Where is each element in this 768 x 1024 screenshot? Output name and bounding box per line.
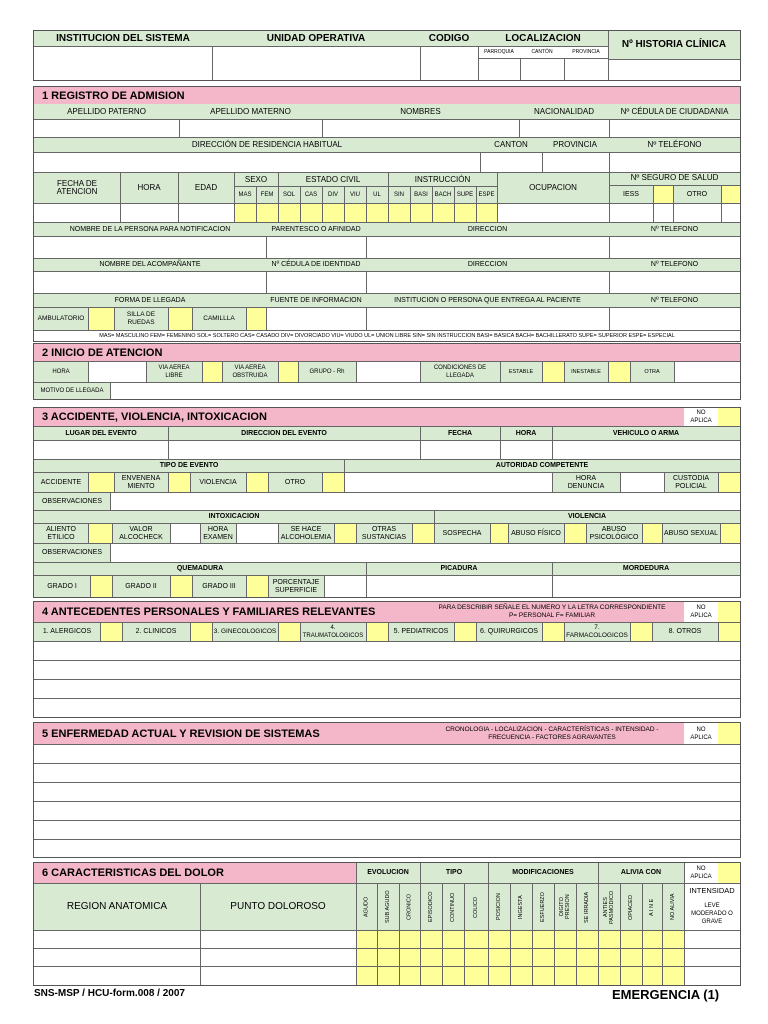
telefono-label: Nº TELÉFONO	[647, 140, 702, 149]
s4-no-aplica-checkbox[interactable]	[718, 602, 740, 622]
s5-no-aplica-label: NO APLICA	[684, 723, 718, 744]
observaciones-intox-label: OBSERVACIONES	[34, 544, 110, 562]
s5-note: CRONOLOGIA - LOCALIZACION - CARACTERÍSTICAS - INTENSIDAD - FRECUENCIA - FACTORES AGRAVANTES	[420, 723, 684, 744]
clinicos-checkbox[interactable]	[190, 623, 212, 641]
hora-llegada-label: HORA	[34, 362, 88, 382]
colico-label: COLICO	[473, 896, 479, 918]
parentesco-label: PARENTESCO O AFINIDAD	[271, 225, 361, 233]
custodia-checkbox[interactable]	[718, 473, 740, 492]
silla-checkbox[interactable]	[168, 308, 192, 330]
dolor-checkbox-grid[interactable]	[356, 931, 684, 985]
s6-no-aplica-label: NO APLICA	[684, 863, 718, 883]
div-label: DIV	[327, 191, 338, 198]
posicion-label: POSICION	[496, 893, 502, 921]
envenenamiento-checkbox[interactable]	[168, 473, 190, 492]
institucion-label: INSTITUCION DEL SISTEMA	[56, 32, 190, 44]
farmacologicos-checkbox[interactable]	[630, 623, 652, 641]
otros-antecedentes-checkbox[interactable]	[718, 623, 740, 641]
grado3-label: GRADO III	[192, 576, 246, 597]
canton-label: CANTÓN	[531, 49, 553, 55]
violencia-label: VIOLENCIA	[567, 513, 607, 520]
sospecha-checkbox[interactable]	[490, 524, 508, 543]
pediatricos-checkbox[interactable]	[454, 623, 476, 641]
fecha-evento-label: FECHA	[447, 429, 473, 437]
intensidad-escala-label: LEVE MODERADO O GRAVE	[691, 903, 733, 925]
iess-label: IESS	[623, 190, 639, 198]
fecha-label: FECHA DE ATENCION	[56, 179, 98, 196]
via-obstruida-label: VIA AEREA OBSTRUIDA	[222, 362, 278, 382]
aliento-checkbox[interactable]	[88, 524, 112, 543]
punto-doloroso-label: PUNTO DOLOROSO	[230, 901, 326, 912]
se-irradia-label: SE IRRADIA	[584, 891, 590, 923]
historia-label: Nº HISTORIA CLÍNICA	[621, 39, 727, 50]
otro-evento-label: OTRO	[268, 473, 322, 492]
alcoholemia-label: SE HACE ALCOHOLEMIA	[278, 524, 334, 543]
hora-examen-label: HORA EXAMEN	[200, 524, 236, 543]
tipo-dolor-label: TIPO	[445, 869, 463, 876]
telefono-notif-label: Nº TELEFONO	[650, 225, 699, 233]
episodico-label: EPISODICO	[428, 891, 434, 923]
s4-no-aplica-label: NO APLICA	[684, 602, 718, 622]
ambulatorio-checkbox[interactable]	[88, 308, 114, 330]
form-code: SNS-MSP / HCU-form.008 / 2007	[34, 988, 185, 999]
quemadura-label: QUEMADURA	[176, 565, 224, 572]
fem-label: FEM	[260, 191, 274, 198]
institucion-entrega-label: INSTITUCION O PERSONA QUE ENTREGA AL PACIENTE	[394, 296, 581, 304]
continuo-label: CONTINUO	[450, 892, 456, 922]
estado-civil-label: ESTADO CIVIL	[305, 174, 361, 184]
hora-evento-label: HORA	[515, 429, 537, 437]
aine-label: A I N E	[649, 898, 655, 916]
antecedentes-textarea[interactable]	[34, 642, 740, 717]
accidente-checkbox[interactable]	[88, 473, 114, 492]
via-libre-checkbox[interactable]	[202, 362, 222, 382]
violencia-evento-checkbox[interactable]	[246, 473, 268, 492]
tipo-evento-label: TIPO DE EVENTO	[159, 462, 219, 469]
traumatologicos-checkbox[interactable]	[366, 623, 388, 641]
cas-label: CAS	[304, 191, 318, 198]
picadura-label: PICADURA	[440, 565, 478, 572]
abuso-fisico-label: ABUSO FÍSICO	[508, 524, 564, 543]
section-6-title: 6 CARACTERISTICAS DEL DOLOR	[34, 863, 356, 883]
digito-presion-label: DIGITO PRESION	[559, 894, 571, 920]
sospecha-label: SOSPECHA	[434, 524, 490, 543]
hora-denuncia-label: HORA DENUNCIA	[552, 473, 620, 492]
emergencia-label: EMERGENCIA (1)	[612, 987, 720, 1002]
camilla-checkbox[interactable]	[246, 308, 266, 330]
unidad-input[interactable]	[213, 47, 419, 80]
estable-checkbox[interactable]	[542, 362, 564, 382]
envenenamiento-label: ENVENENA MIENTO	[114, 473, 168, 492]
section-4-title: 4 ANTECEDENTES PERSONALES Y FAMILIARES RELEVANTES	[34, 602, 420, 622]
autoridad-label: AUTORIDAD COMPETENTE	[495, 462, 589, 469]
direccion-evento-label: DIRECCION DEL EVENTO	[241, 429, 327, 437]
direccion-label: DIRECCIÓN DE RESIDENCIA HABITUAL	[191, 140, 343, 149]
historia-input[interactable]	[609, 60, 740, 80]
motivo-label: MOTIVO DE LLEGADA	[34, 383, 110, 399]
enfermedad-textarea[interactable]	[34, 745, 740, 857]
nombres-label: NOMBRES	[400, 106, 441, 116]
ginecologicos-label: 3. GINECOLOGICOS	[212, 623, 278, 641]
grupo-rh-label: GRUPO - Rh	[298, 362, 356, 382]
s5-no-aplica-checkbox[interactable]	[718, 723, 740, 744]
unidad-label: UNIDAD OPERATIVA	[266, 32, 366, 44]
provincia-label: PROVINCIA	[572, 49, 600, 55]
antiespasmodico-label: ANTIES PASMODICO	[603, 890, 615, 924]
cronico-label: CRONICO	[406, 894, 413, 920]
iess-checkbox[interactable]	[653, 186, 673, 203]
sexo-label: SEXO	[244, 174, 268, 184]
alivia-con-label: ALIVIA CON	[620, 869, 662, 876]
espe-label: ESPE	[478, 191, 495, 198]
opiaceo-label: OPIACEO	[628, 894, 634, 920]
aliento-label: ALIENTO ETILICO	[34, 524, 88, 543]
alcoholemia-checkbox[interactable]	[334, 524, 356, 543]
estable-label: ESTABLE	[500, 362, 542, 382]
abuso-sexual-checkbox[interactable]	[720, 524, 740, 543]
lugar-evento-label: LUGAR DEL EVENTO	[65, 429, 137, 437]
sin-label: SIN	[393, 191, 404, 198]
modificaciones-label: MODIFICACIONES	[512, 869, 574, 876]
intensidad-label: INTENSIDAD	[689, 886, 735, 895]
section-5-title: 5 ENFERMEDAD ACTUAL Y REVISION DE SISTEMAS	[34, 723, 420, 744]
acompanante-label: NOMBRE DEL ACOMPAÑANTE	[99, 261, 201, 268]
esfuerzo-label: ESFUERZO	[540, 892, 546, 922]
observaciones-label: OBSERVACIONES	[34, 493, 110, 510]
ul-label: UL	[373, 191, 381, 198]
quirurgicos-checkbox[interactable]	[542, 623, 564, 641]
forma-llegada-label: FORMA DE LLEGADA	[114, 296, 186, 304]
telefono-entrega-label: Nº TELEFONO	[650, 296, 699, 304]
quirurgicos-label: 6. QUIRURGICOS	[476, 623, 542, 641]
abuso-sexual-label: ABUSO SEXUAL	[662, 524, 720, 543]
instruccion-label: INSTRUCCIÓN	[414, 174, 471, 184]
valor-alcocheck-label: VALOR ALCOCHECK	[112, 524, 170, 543]
bach-label: BACH	[434, 191, 452, 198]
ginecologicos-checkbox[interactable]	[278, 623, 300, 641]
agudo-label: AGUDO	[363, 896, 370, 918]
region-anatomica-label: REGION ANATOMICA	[66, 901, 168, 912]
s3-no-aplica-label: NO APLICA	[684, 408, 718, 426]
intoxicacion-label: INTOXICACION	[208, 513, 260, 520]
hora-label: HORA	[137, 183, 161, 192]
otros-antecedentes-label: 8. OTROS	[652, 623, 718, 641]
nacionalidad-label: NACIONALIDAD	[533, 106, 594, 116]
clinicos-label: 2. CLINICOS	[122, 623, 190, 641]
nombre-notificacion-label: NOMBRE DE LA PERSONA PARA NOTIFICACION	[69, 225, 231, 233]
traumatologicos-label: 4. TRAUMATOLOGICOS	[300, 623, 366, 641]
edad-label: EDAD	[194, 183, 218, 192]
ambulatorio-label: AMBULATORIO	[34, 308, 88, 330]
abuso-psicologico-checkbox[interactable]	[642, 524, 662, 543]
sol-label: SOL	[282, 191, 295, 198]
s3-no-aplica-checkbox[interactable]	[718, 408, 740, 426]
institucion-input[interactable]	[34, 47, 211, 80]
section-3-title: 3 ACCIDENTE, VIOLENCIA, INTOXICACION	[34, 408, 684, 426]
section-2-title: 2 INICIO DE ATENCION	[34, 344, 740, 361]
apellido-paterno-label: APELLIDO PATERNO	[67, 106, 146, 116]
vehiculo-label: VEHICULO O ARMA	[612, 429, 680, 437]
otro-seguro-label: OTRO	[686, 190, 708, 198]
basi-label: BASI	[414, 191, 428, 198]
silla-label: SILLA DE RUEDAS	[114, 308, 168, 330]
otra-condicion-label: OTRA	[630, 362, 674, 382]
supe-label: SUPE	[456, 191, 474, 198]
inestable-checkbox[interactable]	[608, 362, 630, 382]
condiciones-label: CONDICIONES DE LLEGADA	[420, 362, 500, 382]
violencia-evento-label: VIOLENCIA	[190, 473, 246, 492]
grado2-checkbox[interactable]	[170, 576, 192, 597]
otras-sustancias-label: OTRAS SUSTANCIAS	[356, 524, 412, 543]
grado1-checkbox[interactable]	[90, 576, 112, 597]
telefono-acomp-label: Nº TELEFONO	[650, 261, 699, 268]
direccion-acomp-label: DIRECCION	[467, 261, 508, 268]
parroquia-label: PARROQUIA	[484, 49, 514, 55]
mas-label: MAS	[238, 191, 252, 198]
ingesta-label: INGESTA	[518, 895, 524, 919]
viu-label: VIU	[349, 191, 360, 198]
fuente-label: FUENTE DE INFORMACION	[270, 296, 362, 304]
apellido-materno-label: APELLIDO MATERNO	[210, 106, 291, 116]
s6-no-aplica-checkbox[interactable]	[718, 863, 740, 883]
farmacologicos-label: 7. FARMACOLOGICOS	[564, 623, 630, 641]
codigo-input[interactable]	[421, 47, 477, 80]
otro-seguro-checkbox[interactable]	[721, 186, 740, 203]
accidente-label: ACCIDENTE	[34, 473, 88, 492]
provincia-label-s1: PROVINCIA	[552, 140, 597, 149]
otro-evento-checkbox[interactable]	[322, 473, 344, 492]
direccion-notif-label: DIRECCION	[467, 225, 508, 233]
grado3-checkbox[interactable]	[246, 576, 268, 597]
evolucion-label: EVOLUCION	[367, 869, 409, 876]
ocupacion-label: OCUPACION	[529, 183, 577, 192]
abbreviations-legend: MAS= MASCULINO FEM= FEMENINO SOL= SOLTERO CAS= CASADO DIV= DIVORCIADO VIU= VIUDO UL= UNION LIBRE SIN= SIN INSTRUCCION BASI= BASICA BACH= BACHILLERATO SUPE= SUPERIOR ESPE= ESPECIAL	[99, 333, 675, 339]
otras-sustancias-checkbox[interactable]	[412, 524, 434, 543]
pediatricos-label: 5. PEDIATRICOS	[388, 623, 454, 641]
abuso-psicologico-label: ABUSO PSICOLÓGICO	[586, 524, 642, 543]
subagudo-label: SUB AGUDO	[385, 890, 391, 924]
s4-note: PARA DESCRIBIR SEÑALE EL NUMERO Y LA LETRA CORRESPONDIENTE P= PERSONAL F= FAMILIAR	[420, 602, 684, 622]
porcentaje-label: PORCENTAJE SUPERFICIE	[268, 576, 324, 597]
alergicos-label: 1. ALERGICOS	[34, 623, 100, 641]
camilla-label: CAMILLLA	[192, 308, 246, 330]
localizacion-label: LOCALIZACION	[505, 32, 581, 44]
mordedura-label: MORDEDURA	[622, 565, 670, 572]
abuso-fisico-checkbox[interactable]	[564, 524, 586, 543]
inestable-label: INESTABLE	[564, 362, 608, 382]
canton-label-s1: CANTON	[494, 140, 528, 149]
grado2-label: GRADO II	[112, 576, 170, 597]
section-1-title: 1 REGISTRO DE ADMISION	[34, 87, 740, 104]
no-alivia-label: NO ALIVIA	[670, 893, 676, 921]
custodia-label: CUSTODIA POLICIAL	[664, 473, 718, 492]
grado1-label: GRADO I	[34, 576, 90, 597]
alergicos-checkbox[interactable]	[100, 623, 122, 641]
codigo-label: CODIGO	[428, 32, 470, 44]
cedula-label: Nº CÉDULA DE CIUDADANIA	[620, 106, 729, 116]
cedula-acomp-label: Nº CÉDULA DE IDENTIDAD	[271, 261, 361, 268]
via-obstruida-checkbox[interactable]	[278, 362, 298, 382]
seguro-label: Nº SEGURO DE SALUD	[630, 172, 719, 182]
via-libre-label: VIA AEREA LIBRE	[146, 362, 202, 382]
